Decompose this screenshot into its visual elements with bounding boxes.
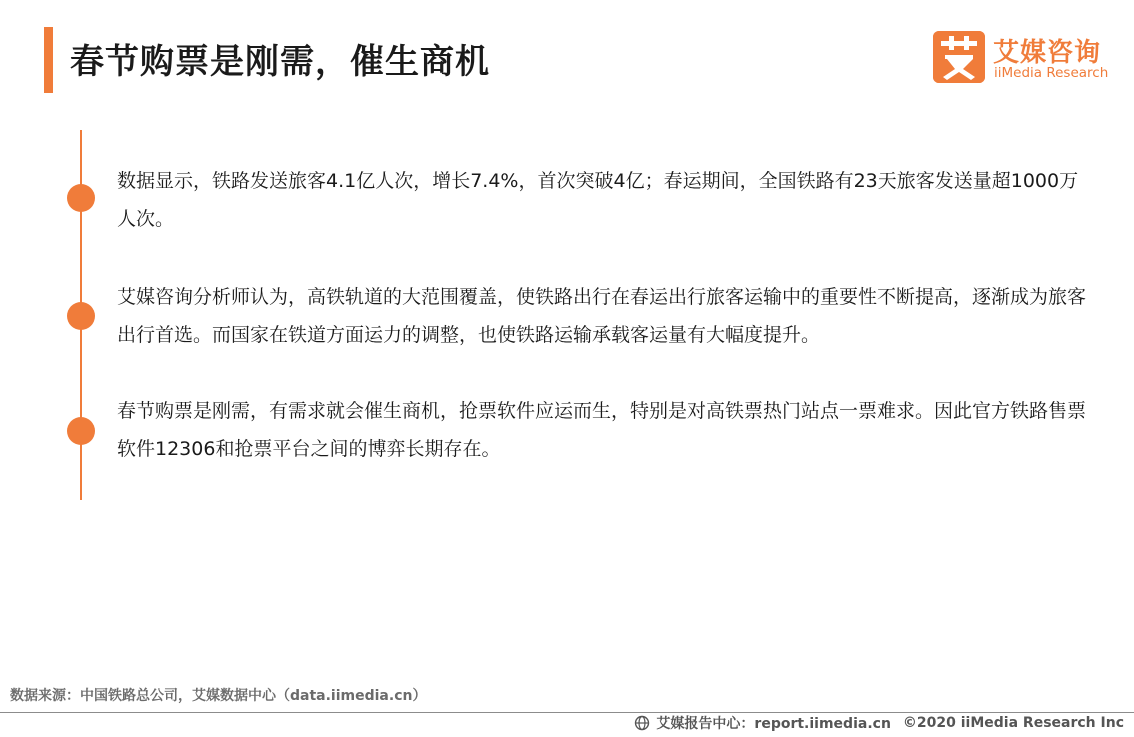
timeline-item-2: 艾媒咨询分析师认为，高铁轨道的大范围覆盖，使铁路出行在春运出行旅客运输中的重要性不断提高，逐渐成为旅客出行首选。而国家在铁道方面运力的调整，也使铁路运输承载客运量有大幅度提升。 (117, 286, 1087, 346)
globe-icon (634, 715, 650, 731)
brand-logo (933, 31, 1113, 86)
footer-copyright: ©2020 iiMedia Research Inc (902, 715, 1124, 731)
footer-report-link[interactable]: 艾媒报告中心：report.iimedia.cn (656, 716, 891, 732)
timeline-dot-3 (67, 417, 95, 445)
title-accent-bar (44, 27, 53, 93)
timeline-item-1: 数据显示，铁路发送旅客4.1亿人次，增长7.4%，首次突破4亿；春运期间，全国铁路有23天旅客发送量超1000万人次。 (117, 170, 1079, 230)
data-source: 数据来源：中国铁路总公司，艾媒数据中心（data.iimedia.cn） (10, 688, 427, 704)
page-title: 春节购票是刚需，催生商机 (70, 42, 490, 82)
timeline-dot-2 (67, 302, 95, 330)
logo-mark (933, 31, 985, 83)
logo-text-cn: 艾媒咨询 (993, 38, 1102, 68)
timeline-item-3: 春节购票是刚需，有需求就会催生商机，抢票软件应运而生，特别是对高铁票热门站点一票难求。因此官方铁路售票软件12306和抢票平台之间的博弈长期存在。 (117, 400, 1087, 460)
logo-mark-glyph (933, 31, 985, 83)
logo-text-en: iiMedia Research (994, 65, 1109, 81)
timeline-dot-1 (67, 184, 95, 212)
footer (634, 713, 1124, 733)
